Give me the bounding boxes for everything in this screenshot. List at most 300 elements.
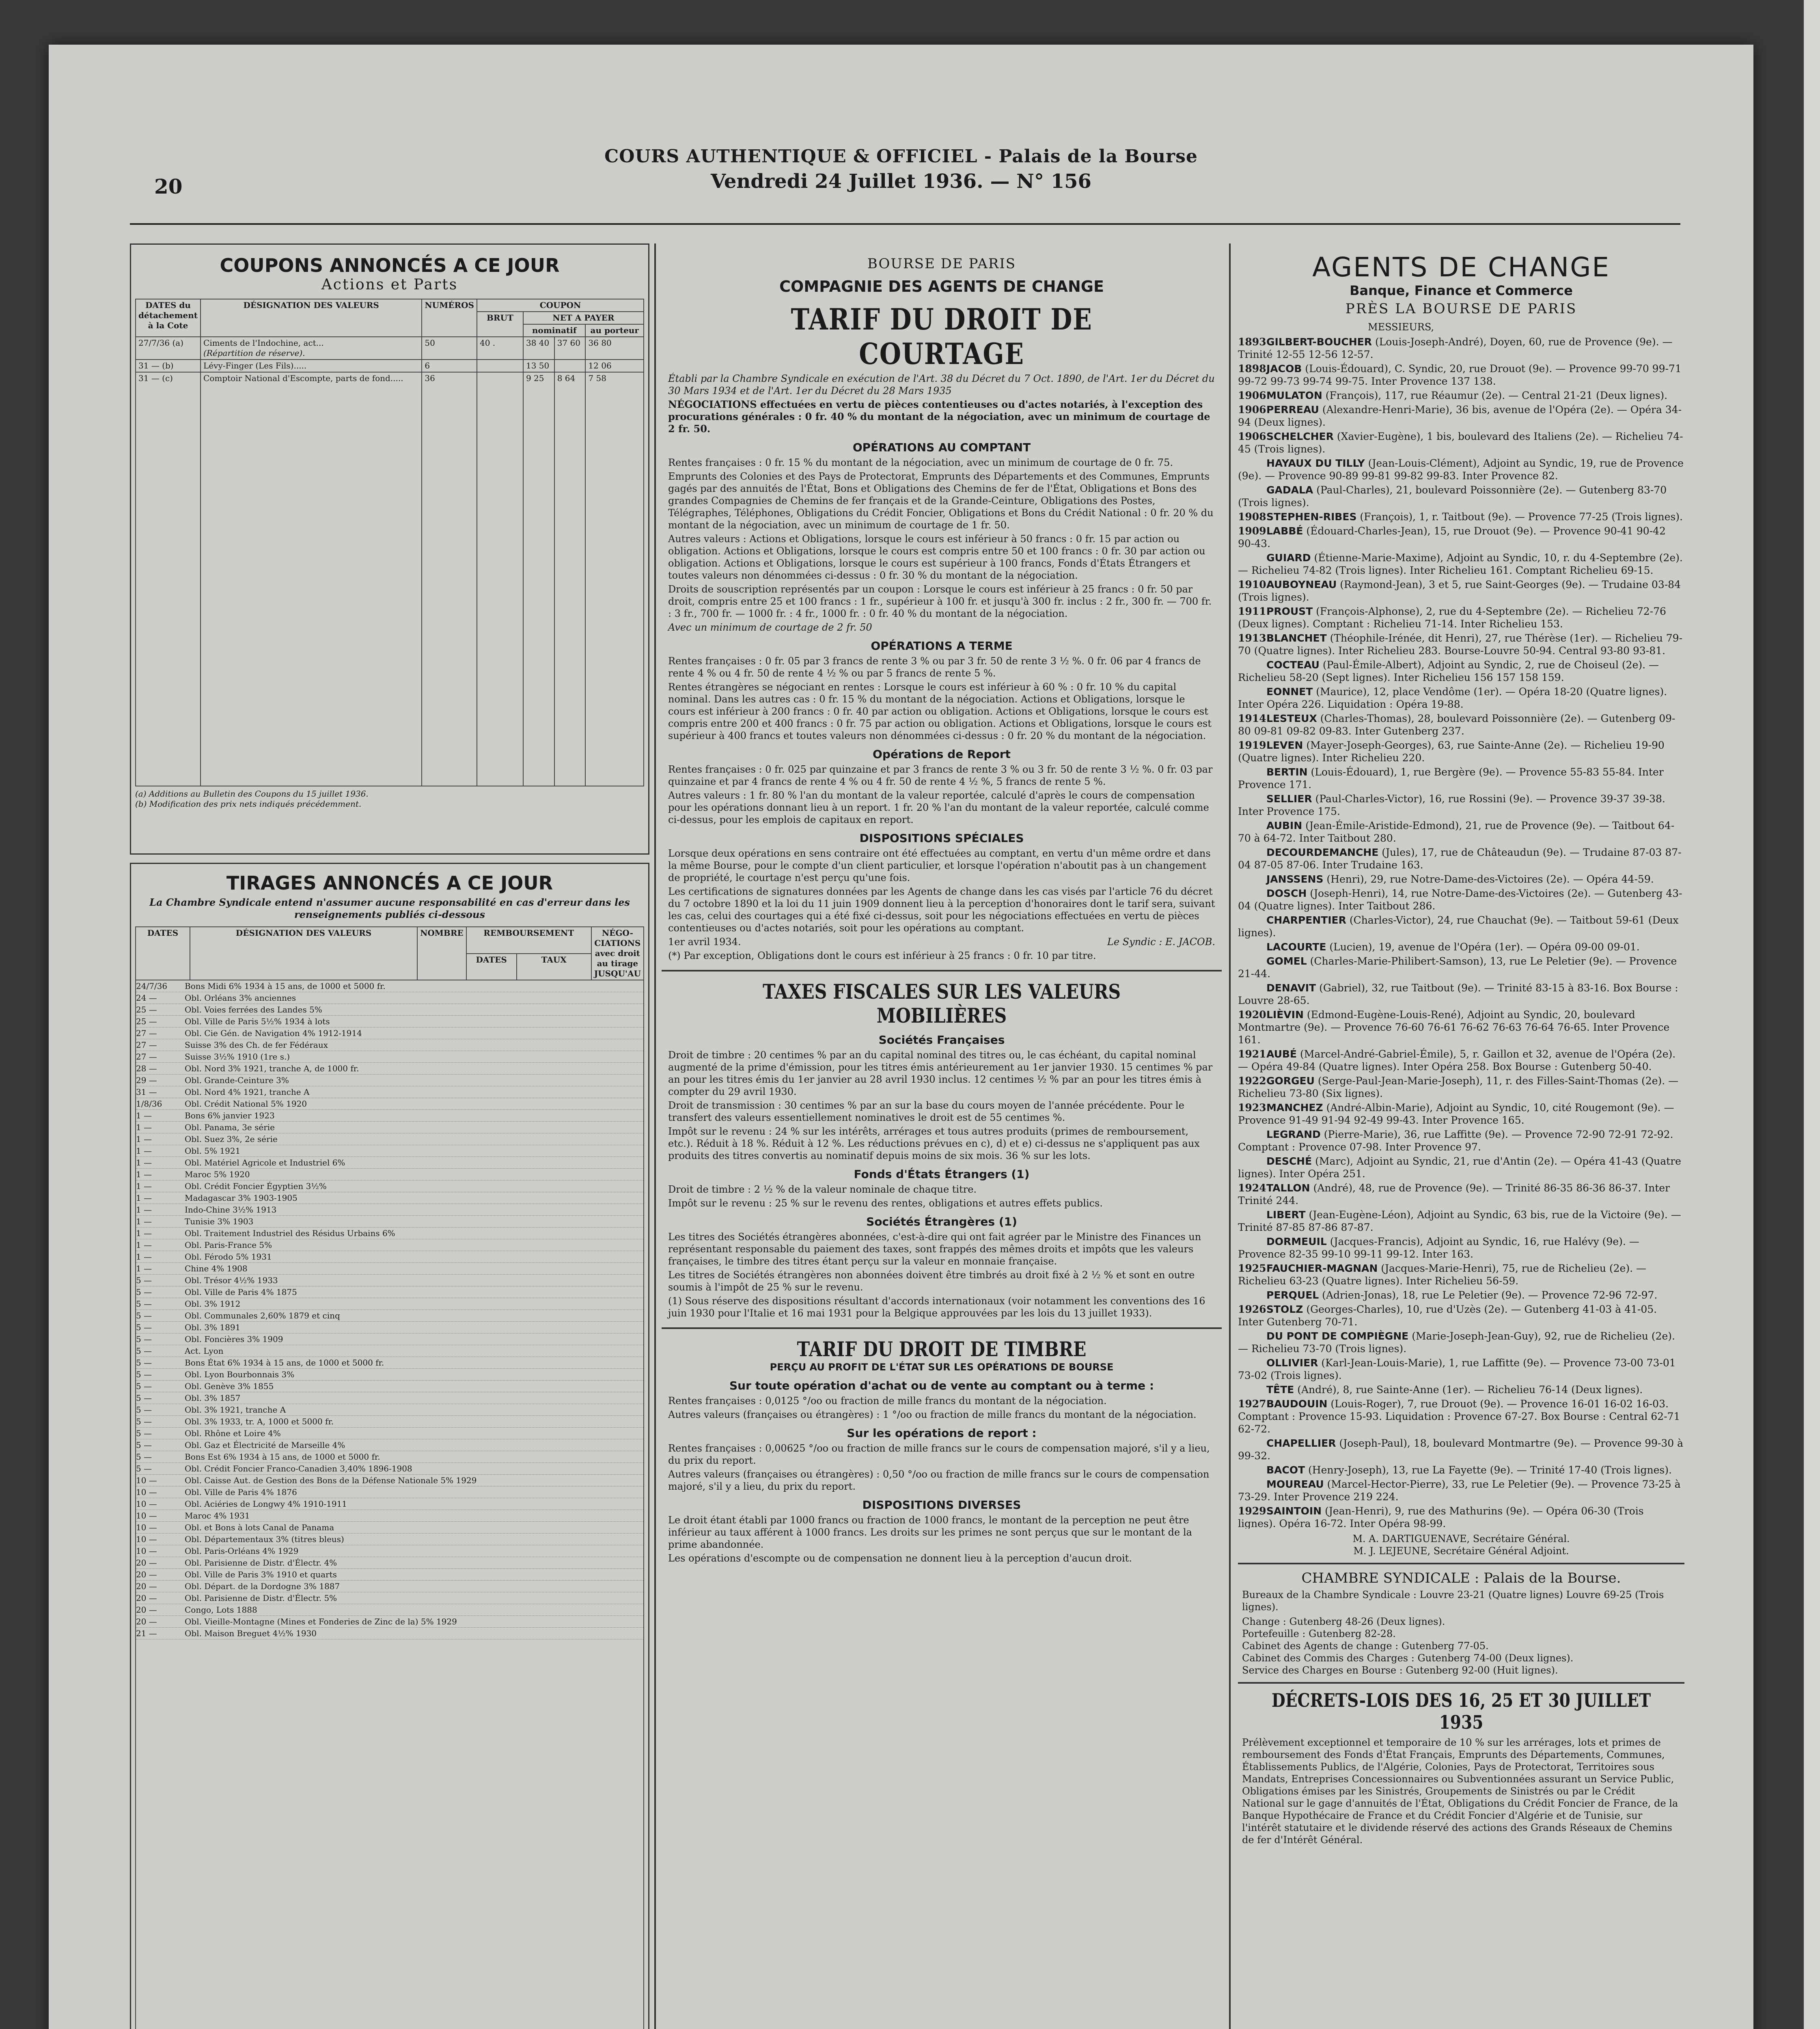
agent-year: 1910 [1238, 579, 1266, 590]
col-porteur: au porteur [585, 324, 644, 337]
agent-details: (Alexandre-Henri-Marie), 36 bis, avenue de l'Opéra (2e). — Opéra 34-94 (Deux lignes). [1238, 404, 1682, 428]
agent-year: 1913 [1238, 632, 1266, 644]
agent-name: FAUCHIER-MAGNAN [1266, 1262, 1378, 1274]
agent-details: (Charles-Victor), 24, rue Chauchat (9e). — Taitbout 59-61 (Deux lignes). [1238, 914, 1679, 939]
coupons-note: (a) Additions au Bulletin des Coupons du 15 juillet 1936. [135, 789, 369, 799]
col-negociations: NÉGO-CIATIONS avec droit au tirage JUSQU'AU [591, 927, 644, 980]
adjacent-page-edge [1804, 0, 1820, 2029]
row-date: 5 — [136, 1428, 152, 1438]
agent-entry [1238, 659, 1684, 684]
agent-entry [1238, 1505, 1684, 1529]
agent-name: GORGEU [1266, 1075, 1315, 1087]
chambre-line: Cabinet des Commis des Charges : Gutenberg 74-00 (Deux lignes). [1242, 1652, 1574, 1664]
agent-entry [1238, 510, 1684, 523]
agent-details: (Charles-Thomas), 28, boulevard Poissonnière (2e). — Gutenberg 09-80 09-81 09-82 09-83. Inter Gutenberg 237. [1238, 713, 1676, 737]
taxes-soc-text: Les titres des Sociétés étrangères abonnées, c'est-à-dire qui ont fait agréer par le Ministre des Finances un représentant responsable du paiement des taxes, sont frappés des mêmes droits et impôts que les valeurs françaises, le timbre des titres étant perçu sur la valeur en monnaie française. [668, 1231, 1201, 1267]
cell-name: Ciments de l'Indochine, act... [203, 338, 324, 348]
row-date: 20 — [136, 1593, 157, 1603]
agent-entry [1238, 712, 1684, 737]
agent-name: DU PONT DE COMPIÈGNE [1266, 1330, 1409, 1342]
table-row [136, 1063, 643, 1075]
agent-entry [1238, 1075, 1684, 1100]
agent-name: LIBERT [1266, 1209, 1306, 1221]
table-row [136, 1451, 643, 1463]
row-designation: Obl. Paris-France 5% [185, 1240, 272, 1250]
table-row [136, 1345, 643, 1357]
table-row [136, 1581, 643, 1592]
row-date: 24/7/36 [136, 981, 168, 991]
agent-details: (Lucien), 19, avenue de l'Opéra (1er). — Opéra 09-00 09-01. [1329, 941, 1640, 953]
row-designation: Obl. Crédit National 5% 1920 [185, 1099, 307, 1109]
row-designation: Obl. Maison Breguet 4½% 1930 [185, 1628, 317, 1638]
row-designation: Chine 4% 1908 [185, 1264, 248, 1273]
agent-name: GILBERT-BOUCHER [1266, 336, 1372, 348]
agent-details: (Xavier-Eugène), 1 bis, boulevard des Italiens (2e). — Richelieu 74-45 (Trois lignes). [1238, 431, 1683, 455]
agent-name: EONNET [1266, 686, 1313, 698]
agent-details: (Louis-Roger), 7, rue Drouot (9e). — Provence 16-01 16-02 16-03. Comptant : Provence 15-93. Liquidation : Provence 67-27. Box Bourse : Central 62-71 62-72. [1238, 1398, 1680, 1435]
agents-messieurs: MESSIEURS, [1368, 321, 1434, 333]
agent-entry [1238, 873, 1684, 885]
row-designation: Tunisie 3% 1903 [185, 1217, 254, 1226]
agent-entry [1238, 484, 1684, 509]
agent-details: (Maurice), 12, place Vendôme (1er). — Opéra 18-20 (Quatre lignes). Inter Opéra 226. Liquidation : Opéra 19-88. [1238, 686, 1667, 710]
timbre-div-text: Le droit étant établi par 1000 francs ou fraction de 1000 francs, le montant de la perception ne peut être inférieur au taux afférent à 1000 francs. Les droits sur les primes ne sont perçus que sur le montant de la prime abandonnée. [668, 1514, 1192, 1550]
row-designation: Obl. 3% 1891 [185, 1323, 241, 1332]
agent-entry [1238, 362, 1684, 388]
table-row [136, 1169, 643, 1180]
row-date: 5 — [136, 1370, 152, 1379]
agents-list [1238, 336, 1684, 1529]
table-row [136, 1604, 643, 1616]
cell-brut [477, 360, 523, 372]
header-date: Vendredi 24 Juillet 1936. — N° 156 [711, 170, 1091, 193]
row-designation: Obl. Gaz et Électricité de Marseille 4% [185, 1440, 345, 1450]
table-row [136, 1369, 643, 1381]
agent-entry [1238, 578, 1684, 603]
table-row [136, 1228, 643, 1239]
row-designation: Obl. Trésor 4½% 1933 [185, 1275, 278, 1285]
agent-entry [1238, 1383, 1684, 1396]
col-dates: DATES [136, 927, 190, 980]
agent-details: (André), 8, rue Sainte-Anne (1er). — Richelieu 76-14 (Deux lignes). [1297, 1384, 1643, 1396]
table-row [136, 1522, 643, 1534]
agent-details: (Marc), Adjoint au Syndic, 21, rue d'Antin (2e). — Opéra 41-43 (Quatre lignes). Inter Opéra 251. [1238, 1155, 1681, 1180]
row-date: 5 — [136, 1299, 152, 1309]
row-designation: Obl. Vieille-Montagne (Mines et Fonderies de Zinc de la) 5% 1929 [185, 1617, 457, 1626]
row-date: 20 — [136, 1558, 157, 1568]
section-rule [1238, 1563, 1684, 1564]
row-designation: Obl. Foncières 3% 1909 [185, 1334, 283, 1344]
row-date: 1/8/36 [136, 1099, 162, 1109]
table-row [136, 1310, 643, 1322]
agent-name: DESCHÉ [1266, 1155, 1312, 1167]
agent-entry [1238, 632, 1684, 657]
row-date: 1 — [136, 1240, 152, 1250]
row-date: 1 — [136, 1146, 152, 1156]
row-date: 25 — [136, 1005, 157, 1014]
header-rule [130, 223, 1680, 225]
row-designation: Bons État 6% 1934 à 15 ans, de 1000 et 5000 fr. [185, 1358, 384, 1368]
agent-entry [1238, 1235, 1684, 1260]
timbre-achat-title: Sur toute opération d'achat ou de vente au comptant ou à terme : [729, 1379, 1154, 1392]
agent-year: 1908 [1238, 511, 1266, 523]
table-row [136, 1016, 643, 1027]
agent-name: JANSSENS [1266, 873, 1324, 885]
table-row [136, 1275, 643, 1286]
agent-details: (Pierre-Marie), 36, rue Laffitte (9e). — Provence 72-90 72-91 72-92. Comptant : Provence 07-98. Inter Provence 97. [1238, 1129, 1673, 1153]
timbre-report-title: Sur les opérations de report : [847, 1426, 1037, 1440]
table-row [136, 1428, 643, 1439]
agent-year: 1906 [1238, 404, 1266, 416]
row-date: 5 — [136, 1275, 152, 1285]
row-date: 5 — [136, 1346, 152, 1356]
coupons-subtitle: Actions et Parts [321, 276, 458, 293]
table-row [136, 1157, 643, 1169]
agent-name: MANCHEZ [1266, 1102, 1323, 1114]
agent-name: AUBÉ [1266, 1048, 1297, 1060]
table-row [136, 1322, 643, 1333]
coupons-title: COUPONS ANNONCÉS A CE JOUR [220, 254, 560, 276]
chambre-line: Bureaux de la Chambre Syndicale : Louvre 23-21 (Quatre lignes) Louvre 69-25 (Trois lignes). [1242, 1589, 1664, 1613]
agent-details: (Marie-Joseph-Jean-Guy), 92, rue de Richelieu (2e). — Richelieu 73-70 (Trois lignes). [1238, 1330, 1675, 1355]
agent-entry [1238, 1289, 1684, 1301]
column-divider [654, 243, 656, 2029]
agent-year: 1914 [1238, 713, 1266, 724]
table-row [136, 1486, 643, 1498]
taxes-soc-text: Les titres de Sociétés étrangères non abonnées doivent être timbrés au droit fixé à 2 ½ % et sont en outre soumis à l'impôt de 25 % sur le revenu. [668, 1269, 1195, 1293]
row-date: 1 — [136, 1170, 152, 1179]
row-date: 1 — [136, 1134, 152, 1144]
agent-name: LIÈVIN [1266, 1009, 1304, 1021]
comptant-text: Emprunts des Colonies et des Pays de Protectorat, Emprunts des Départements et des Communes, Emprunts gagés par des annuités de l'État, Bons et Obligations des Chemins de fer de l'État, Obligations et Bons des grandes Compagnies de Chemins de fer français et de la Grande-Ceinture, Obligations des Postes, Télégraphes, Téléphones, Obligations du Crédit Foncier, Obligations et Bons du Crédit National : 0 fr. 20 % du montant de la négociation, avec un minimum de courtage de 1 fr. 50. [668, 471, 1214, 531]
bourse-label: BOURSE DE PARIS [867, 256, 1016, 272]
row-date: 5 — [136, 1393, 152, 1403]
agents-title: AGENTS DE CHANGE [1312, 252, 1610, 283]
table-row [136, 1628, 643, 1639]
row-designation: Obl. Communales 2,60% 1879 et cinq [185, 1311, 340, 1320]
agent-entry [1238, 1262, 1684, 1287]
table-row [136, 1122, 643, 1133]
agent-details: (Louis-Édouard), 1, rue Bergère (9e). — Provence 55-83 55-84. Inter Provence 171. [1238, 766, 1664, 790]
agent-name: MOUREAU [1266, 1478, 1324, 1490]
agent-name: TÊTE [1266, 1384, 1294, 1396]
agent-name: STOLZ [1266, 1303, 1303, 1315]
table-row [136, 1216, 643, 1228]
report-text: Rentes françaises : 0 fr. 025 par quinzaine et par 3 francs de rente 3 % ou 3 fr. 50 de rente 3 ½ %. 0 fr. 03 par quinzaine et par 4 francs de rente 4 % ou 4 fr. 50 de rente 4 ½ %, 5 francs de rente 5 %. [668, 764, 1213, 787]
table-row [136, 1498, 643, 1510]
cell-date: 31 — [138, 373, 160, 383]
tirages-title: TIRAGES ANNONCÉS A CE JOUR [226, 872, 553, 894]
agent-entry [1238, 551, 1684, 577]
row-designation: Obl. Départ. de la Dordogne 3% 1887 [185, 1581, 340, 1591]
row-date: 1 — [136, 1122, 152, 1132]
cell-port2: 12 06 [585, 360, 644, 372]
agent-entry [1238, 1182, 1684, 1207]
agent-details: (Georges-Charles), 10, rue d'Uzès (2e). — Gutenberg 41-03 à 41-05. Inter Gutenberg 70-71. [1238, 1303, 1657, 1328]
table-row [136, 1133, 643, 1145]
table-row [136, 1027, 643, 1039]
row-date: 10 — [136, 1546, 157, 1556]
agent-details: (Mayer-Joseph-Georges), 63, rue Sainte-Anne (2e). — Richelieu 19-90 (Quatre lignes). Inter Richelieu 220. [1238, 739, 1665, 764]
row-designation: Obl. Panama, 3e série [185, 1122, 275, 1132]
agent-details: (Théophile-Irénée, dit Henri), 27, rue Thérèse (1er). — Richelieu 79-70 (Quatre lignes). Inter Richelieu 283. Bourse-Louvre 50-94. Central 93-80 93-81. [1238, 632, 1683, 657]
agent-year: 1919 [1238, 739, 1266, 751]
agent-name: HAYAUX DU TILLY [1266, 457, 1365, 469]
cell-port [554, 360, 586, 372]
agent-entry [1238, 1303, 1684, 1328]
row-date: 27 — [136, 1040, 157, 1050]
agent-entry [1238, 336, 1684, 361]
timbre-achat-text: Autres valeurs (françaises ou étrangères) : 1 °/oo ou fraction de mille francs du montant de la négociation. [668, 1409, 1197, 1420]
agent-entry [1238, 525, 1684, 550]
agent-entry [1238, 1398, 1684, 1435]
courtage-date: 1er avril 1934. [668, 936, 741, 948]
coupons-note: (b) Modification des prix nets indiqués précédemment. [135, 799, 362, 809]
agent-name: LEVEN [1266, 739, 1303, 751]
agent-details: (André), 48, rue de Provence (9e). — Trinité 86-35 86-36 86-37. Inter Trinité 244. [1238, 1182, 1670, 1206]
row-date: 1 — [136, 1181, 152, 1191]
chambre-line: Portefeuille : Gutenberg 82-28. [1242, 1628, 1396, 1639]
cell-nom: 9 25 [523, 372, 554, 786]
col-dates: DATES du détachement à la Cote [136, 299, 201, 337]
row-designation: Obl. Férodo 5% 1931 [185, 1252, 272, 1262]
row-date: 1 — [136, 1252, 152, 1262]
agent-entry [1238, 605, 1684, 630]
row-designation: Obl. Crédit Foncier Franco-Canadien 3,40% 1896-1908 [185, 1464, 412, 1473]
row-designation: Obl. Ville de Paris 4% 1876 [185, 1487, 297, 1497]
tirages-box [130, 863, 649, 2029]
row-date: 5 — [136, 1287, 152, 1297]
agent-details: (Joseph-Henri), 14, rue Notre-Dame-des-Victoires (2e). — Gutenberg 43-04 (Quatre lignes). Inter Taitbout 286. [1238, 887, 1682, 912]
taxes-fr-text: Droit de transmission : 30 centimes % par an sur la base du cours moyen de l'année précédente. Pour le transfert des valeurs essentiellement nominatives le droit est de 55 centimes %. [668, 1100, 1184, 1123]
agent-name: CHAPELLIER [1266, 1437, 1336, 1449]
row-designation: Obl. 3% 1912 [185, 1299, 241, 1309]
agent-entry [1238, 846, 1684, 871]
row-date: 1 — [136, 1111, 152, 1120]
row-date: 5 — [136, 1417, 152, 1426]
left-column [130, 243, 649, 2029]
agent-details: (Gabriel), 32, rue Taitbout (9e). — Trinité 83-15 à 83-16. Box Bourse : Louvre 28-65. [1238, 982, 1678, 1006]
agent-entry [1238, 1048, 1684, 1073]
agent-details: (Paul-Charles-Victor), 16, rue Rossini (9e). — Provence 39-37 39-38. Inter Provence 175. [1238, 793, 1665, 817]
cell-brut: 40 . [477, 337, 523, 360]
col-remboursement: REMBOURSEMENT [466, 927, 591, 954]
cell-num: 6 [422, 360, 477, 372]
row-designation: Obl. et Bons à lots Canal de Panama [185, 1523, 334, 1532]
comptant-text: Droits de souscription représentés par un coupon : Lorsque le cours est inférieur à 25 francs : 0 fr. 50 par droit, compris entre 25 et 100 francs : 1 fr., supérieur à 100 fr. et jusqu'à 300 fr. inclus : 2 fr., 300 fr. — 700 fr. : 3 fr., 700 fr. — 1000 fr. : 4 fr., 1000 fr. : 0 fr. 40 % du montant de la négociation. [668, 584, 1212, 619]
row-designation: Obl. Parisienne de Distr. d'Électr. 4% [185, 1558, 337, 1568]
chambre-title: CHAMBRE SYNDICALE : Palais de la Bourse. [1301, 1570, 1621, 1586]
cell-date: 31 — [138, 361, 160, 370]
timbre-title: TARIF DU DROIT DE TIMBRE [797, 1337, 1087, 1361]
timbre-div-text: Les opérations d'escompte ou de compensation ne donnent lieu à la perception d'aucun droit. [668, 1553, 1132, 1564]
agent-entry [1238, 1357, 1684, 1382]
agents-subtitle: Banque, Finance et Commerce [1350, 283, 1573, 298]
agent-details: (Henry-Joseph), 13, rue La Fayette (9e). — Trinité 17-40 (Trois lignes). [1308, 1464, 1672, 1476]
row-designation: Obl. Orléans 3% anciennes [185, 993, 296, 1003]
row-designation: Suisse 3% des Ch. de fer Fédéraux [185, 1040, 328, 1050]
row-designation: Obl. Nord 3% 1921, tranche A, de 1000 fr. [185, 1064, 359, 1073]
newspaper-page [49, 45, 1753, 2029]
agent-entry [1238, 887, 1684, 912]
row-date: 29 — [136, 1075, 157, 1085]
row-designation: Obl. Aciéries de Longwy 4% 1910-1911 [185, 1499, 347, 1509]
table-row [136, 1051, 643, 1063]
table-row [136, 1098, 643, 1110]
agent-year: 1893 [1238, 336, 1266, 348]
col-coupon: COUPON [477, 299, 644, 312]
table-row [136, 1534, 643, 1545]
agent-year: 1929 [1238, 1505, 1266, 1517]
agent-name: DENAVIT [1266, 982, 1316, 994]
agent-entry [1238, 1478, 1684, 1503]
row-designation: Obl. Suez 3%, 2e série [185, 1134, 278, 1144]
table-row [136, 1075, 643, 1086]
table-row [136, 1357, 643, 1369]
agent-entry [1238, 1155, 1684, 1180]
courtage-signoff [668, 936, 1215, 948]
row-designation: Obl. 3% 1857 [185, 1393, 241, 1403]
row-designation: Madagascar 3% 1903-1905 [185, 1193, 298, 1203]
table-row [136, 1263, 643, 1275]
page-number: 20 [154, 174, 183, 198]
row-date: 10 — [136, 1511, 157, 1521]
agent-entry [1238, 766, 1684, 791]
comptant-text: Autres valeurs : Actions et Obligations, lorsque le cours est inférieur à 50 francs : 0 fr. 15 par action ou obligation. Actions et Obligations, lorsque le cours est compris entre 50 et 100 francs : 0 fr. 30 par action ou obligation. Actions et Obligations, lorsque le cours est supérieur à 100 francs, Fonds d'États Étrangers et toutes valeurs non dénommées ci-dessus : 0 fr. 30 % du montant de la négociation. [668, 533, 1205, 581]
cell-nom: 38 40 [523, 337, 554, 360]
row-date: 20 — [136, 1570, 157, 1579]
row-date: 20 — [136, 1581, 157, 1591]
col-brut: BRUT [477, 312, 523, 337]
agent-entry [1238, 1330, 1684, 1355]
agent-year: 1927 [1238, 1398, 1266, 1410]
row-date: 10 — [136, 1475, 157, 1485]
row-date: 5 — [136, 1334, 152, 1344]
table-row [136, 1616, 643, 1628]
agent-name: LACOURTE [1266, 941, 1326, 953]
col-numeros: NUMÉROS [422, 299, 477, 337]
agent-name: MULATON [1266, 390, 1322, 401]
agent-details: (Edmond-Eugène-Louis-René), Adjoint au Syndic, 20, boulevard Montmartre (9e). — Provence 76-60 76-61 76-62 76-63 76-64 76-65. Inter Provence 161. [1238, 1009, 1670, 1046]
row-date: 5 — [136, 1440, 152, 1450]
agent-year: 1924 [1238, 1182, 1266, 1194]
row-date: 1 — [136, 1228, 152, 1238]
agent-name: SCHELCHER [1266, 431, 1334, 442]
timbre-subtitle: PERÇU AU PROFIT DE L'ÉTAT SUR LES OPÉRATIONS DE BOURSE [770, 1361, 1114, 1373]
right-column [1238, 243, 1684, 2029]
row-date: 10 — [136, 1534, 157, 1544]
row-designation: Maroc 5% 1920 [185, 1170, 250, 1179]
table-row [136, 337, 644, 360]
agent-year: 1923 [1238, 1102, 1266, 1114]
row-date: 20 — [136, 1605, 157, 1615]
agent-entry [1238, 819, 1684, 844]
agent-details: (Étienne-Marie-Maxime), Adjoint au Syndic, 10, r. du 4-Septembre (2e). — Richelieu 74-82 (Trois lignes). Inter Richelieu 161. Comptant Richelieu 69-15. [1238, 552, 1683, 576]
cell-num: 36 [422, 372, 477, 786]
row-designation: Obl. Caisse Aut. de Gestion des Bons de la Défense Nationale 5% 1929 [185, 1475, 477, 1485]
section-rule [662, 970, 1222, 971]
agent-name: GADALA [1266, 484, 1313, 496]
row-designation: Obl. Ville de Paris 4% 1875 [185, 1287, 297, 1297]
table-row [136, 1086, 643, 1098]
taxes-soc-title: Sociétés Étrangères (1) [866, 1215, 1017, 1228]
row-date: 10 — [136, 1523, 157, 1532]
agent-entry [1238, 403, 1684, 429]
agent-year: 1898 [1238, 363, 1266, 375]
agent-entry [1238, 1208, 1684, 1234]
agent-name: LESTEUX [1266, 713, 1317, 724]
taxes-fr-text: Impôt sur le revenu : 24 % sur les intérêts, arrérages et tous autres produits (primes de remboursement, etc.). Réduit à 18 %. Réduit à 12 %. Les réductions prévues en c), d) et e) ci-dessus ne s'appliquent pas aux produits des titres convertis au nominatif depuis moins de six mois. 36 % sur les lots. [668, 1126, 1200, 1161]
timbre-report-text: Rentes françaises : 0,00625 °/oo ou fraction de mille francs sur le cours de compensation majoré, s'il y a lieu, du prix du report. [668, 1443, 1210, 1466]
secretaire: M. A. DARTIGUENAVE, Secrétaire Général. [1352, 1533, 1570, 1544]
taxes-etr-text: Impôt sur le revenu : 25 % sur le revenu des rentes, obligations et autres effets publics. [668, 1198, 1103, 1209]
speciales-text: Lorsque deux opérations en sens contraire ont été effectuées au comptant, en vertu d'un même ordre et dans la même Bourse, pour le compte d'un client particulier, et lorsque l'opération n'aboutit pas à un changement de propriété, le courtage n'est perçu qu'une fois. [668, 848, 1211, 883]
agent-name: AUBOYNEAU [1266, 579, 1337, 590]
row-designation: Obl. Nord 4% 1921, tranche A [185, 1087, 310, 1097]
cell-port: 37 60 [554, 337, 586, 360]
agent-details: (Jean-Henri), 9, rue des Mathurins (9e). — Opéra 06-30 (Trois lignes). Opéra 16-72. Inter Opéra 98-99. [1238, 1505, 1644, 1529]
agent-name: AUBIN [1266, 820, 1302, 831]
comptant-text: Avec un minimum de courtage de 2 fr. 50 [668, 622, 872, 633]
row-date: 5 — [136, 1323, 152, 1332]
agent-details: (Jacques-Francis), Adjoint au Syndic, 16, rue Halévy (9e). — Provence 82-35 99-10 99-11 99-12. Inter 163. [1238, 1236, 1639, 1260]
row-date: 27 — [136, 1028, 157, 1038]
table-row [136, 1204, 643, 1216]
taxes-fr-text: Droit de timbre : 20 centimes % par an du capital nominal des titres ou, le cas échéant, du capital nominal augmenté de la prime d'émission, pour les titres émis antérieurement au 1er janvier 1930. 15 centimes % par an pour les titres émis du 1er janvier au 28 avril 1930 inclus. 12 centimes ½ % par an pour les titres émis à compter du 29 avril 1930. [668, 1049, 1213, 1097]
table-row [136, 360, 644, 372]
agent-name: PERREAU [1266, 404, 1319, 416]
agent-entry [1238, 1128, 1684, 1153]
agent-details: (Paul-Charles), 21, boulevard Poissonnière (2e). — Gutenberg 83-70 (Trois lignes). [1238, 484, 1667, 508]
agent-name: STEPHEN-RIBES [1266, 511, 1357, 523]
agent-details: (Joseph-Paul), 18, boulevard Montmartre (9e). — Provence 99-30 à 99-32. [1238, 1437, 1684, 1462]
agent-details: (Marcel-André-Gabriel-Émile), 5, r. Gaillon et 32, avenue de l'Opéra (2e). — Opéra 49-84 (Quatre lignes). Inter Opéra 258. Box Bourse : Gutenberg 50-40. [1238, 1048, 1676, 1073]
table-row [136, 1404, 643, 1416]
timbre-report-text: Autres valeurs (françaises ou étrangères) : 0,50 °/oo ou fraction de mille francs sur le cours de compensation majoré, s'il y a lieu, du prix du report. [668, 1469, 1210, 1492]
agent-name: SELLIER [1266, 793, 1312, 805]
taxes-etr-text: Droit de timbre : 2 ½ % de la valeur nominale de chaque titre. [668, 1184, 977, 1195]
taxes-note: (1) Sous réserve des dispositions résultant d'accords internationaux (voir notamment les conventions des 16 juin 1930 pour l'Italie et 16 mai 1931 pour la Belgique approuvées par les lois du 13 juillet 1933). [668, 1295, 1205, 1319]
agent-entry [1238, 914, 1684, 939]
agent-name: CHARPENTIER [1266, 914, 1346, 926]
agent-name: LABBÉ [1266, 525, 1303, 537]
courtage-footnote: (*) Par exception, Obligations dont le cours est inférieur à 25 francs : 0 fr. 10 par titre. [668, 950, 1096, 961]
section-rule [662, 1327, 1222, 1329]
row-designation: Obl. Ville de Paris 3% 1910 et quarts [185, 1570, 337, 1579]
agent-details: (Raymond-Jean), 3 et 5, rue Saint-Georges (9e). — Trudaine 03-84 (Trois lignes). [1238, 579, 1681, 603]
cell-num: 50 [422, 337, 477, 360]
row-date: 10 — [136, 1487, 157, 1497]
row-date: 5 — [136, 1311, 152, 1320]
agent-details: (Jean-Louis-Clément), Adjoint au Syndic, 19, rue de Provence (9e). — Provence 90-89 99-81 99-82 99-83. Inter Provence 82. [1238, 457, 1684, 482]
agent-year: 1906 [1238, 390, 1266, 401]
coupons-box [130, 243, 649, 855]
cell-flag: (a) [172, 338, 183, 348]
report-title: Opérations de Report [873, 747, 1011, 761]
cell-port2: 7 58 [585, 372, 644, 786]
table-row [136, 1145, 643, 1157]
decrets-title: DÉCRETS-LOIS DES 16, 25 ET 30 JUILLET 1935 [1271, 1689, 1651, 1733]
cell-sub: (Répartition de réserve). [203, 348, 305, 358]
row-designation: Obl. Parisienne de Distr. d'Électr. 5% [185, 1593, 337, 1603]
agent-entry [1238, 739, 1684, 764]
chambre-line: Service des Charges en Bourse : Gutenberg 92-00 (Huit lignes). [1242, 1665, 1558, 1676]
cell-date: 27/7/36 [138, 338, 170, 348]
row-date: 5 — [136, 1464, 152, 1473]
row-designation: Bons 6% janvier 1923 [185, 1111, 275, 1120]
agent-details: (Louis-Édouard), C. Syndic, 20, rue Drouot (9e). — Provence 99-70 99-71 99-72 99-73 99-74 99-75. Inter Provence 137 138. [1238, 363, 1682, 387]
agent-name: TALLON [1266, 1182, 1310, 1194]
